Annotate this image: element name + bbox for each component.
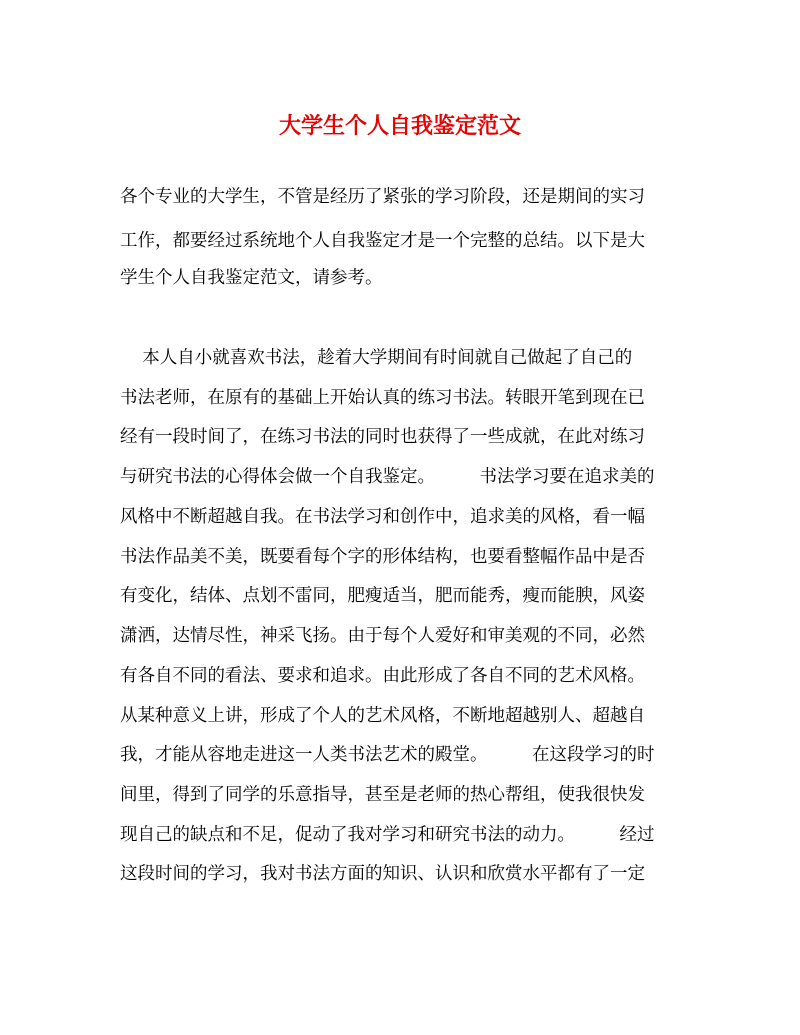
text-line: 我，才能从容地走进这一人类书法艺术的殿堂。 在这段学习的时 xyxy=(120,745,655,765)
text-line: 风格中不断超越自我。在书法学习和创作中，追求美的风格，看一幅 xyxy=(120,507,645,527)
text-line: 各个专业的大学生，不管是经历了紧张的学习阶段，还是期间的实习 xyxy=(120,187,645,207)
text-line: 书法老师，在原有的基础上开始认真的练习书法。转眼开笔到现在已 xyxy=(120,388,645,408)
text-line: 书法作品美不美，既要看每个字的形体结构，也要看整幅作品中是否 xyxy=(120,547,645,567)
text-line: 从某种意义上讲，形成了个人的艺术风格，不断地超越别人、超越自 xyxy=(120,706,645,726)
text-line: 与研究书法的心得体会做一个自我鉴定。 书法学习要在追求美的 xyxy=(120,467,655,487)
text-line: 间里，得到了同学的乐意指导，甚至是老师的热心帮组，使我很快发 xyxy=(120,785,645,805)
text-line: 这段时间的学习，我对书法方面的知识、认识和欣赏水平都有了一定 xyxy=(120,864,645,884)
text-line: 有各自不同的看法、要求和追求。由此形成了各自不同的艺术风格。 xyxy=(120,666,645,686)
text-line: 学生个人自我鉴定范文，请参考。 xyxy=(120,268,383,288)
text-line: 有变化，结体、点划不雷同，肥瘦适当，肥而能秀，瘦而能腴，风姿 xyxy=(120,586,645,606)
document-title: 大学生个人自我鉴定范文 xyxy=(278,113,521,139)
text-line: 现自己的缺点和不足，促动了我对学习和研究书法的动力。 经过 xyxy=(120,825,655,845)
text-line: 潇洒，达情尽性，神采飞扬。由于每个人爱好和审美观的不同，必然 xyxy=(120,626,645,646)
text-line: 本人自小就喜欢书法，趁着大学期间有时间就自己做起了自己的 xyxy=(120,348,633,368)
text-line: 经有一段时间了，在练习书法的同时也获得了一些成就，在此对练习 xyxy=(120,427,645,447)
text-line: 工作，都要经过系统地个人自我鉴定才是一个完整的总结。以下是大 xyxy=(120,231,645,251)
